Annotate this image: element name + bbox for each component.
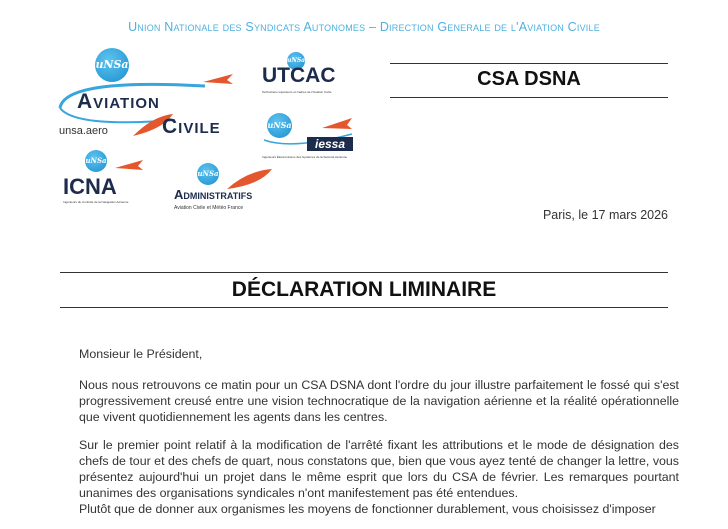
salutation: Monsieur le Président, <box>79 347 203 361</box>
unsa-badge: uNSa <box>197 163 219 185</box>
icna-name: ICNA <box>63 174 117 199</box>
iessa-name: iessa <box>307 137 353 151</box>
administratifs-tagline: Aviation Civile et Météo France <box>174 205 244 211</box>
administratifs-logo <box>172 163 292 213</box>
meeting-name: CSA DSNA <box>477 68 581 90</box>
unsa-aero-text: unsa.aero <box>59 125 108 137</box>
civile-text: Civile <box>162 115 221 138</box>
unsa-badge: uNSa <box>85 150 107 172</box>
utcac-tagline: Techniciens supérieurs et Cadres de l'Aviation Civile <box>262 90 332 94</box>
utcac-logo <box>262 52 362 102</box>
organization-header: Union Nationale des Syndicats Autonomes – Direction Generale de l'Aviation Civile <box>128 20 600 34</box>
unsa-badge: uNSa <box>95 48 129 82</box>
aviation-text: Aviation <box>77 90 160 113</box>
letter-body <box>79 377 679 529</box>
iessa-logo <box>262 110 367 165</box>
utcac-text <box>262 64 336 88</box>
paragraph: Sur le premier point relatif à la modification de l'arrêté fixant les attributions et le mode de désignation des chefs de tour et des chefs de quart, nous constatons que, bien que vous ayez tenté de changer la lettre, vous présentez aujourd'hui un projet dans le même esprit que lors du CSA de février. Les remarques pourtant unanimes des organisations syndicales n'ont manifestement pas été entendues. <box>79 438 679 500</box>
utcac-name: UTCAC <box>262 64 336 87</box>
icna-tagline: Ingénieurs du Contrôle de la Navigation Aérienne <box>63 200 129 204</box>
administratifs-name: Administratifs <box>174 187 253 202</box>
divider <box>60 307 668 308</box>
aviation-civile-logo <box>55 48 245 143</box>
icna-logo <box>55 150 155 210</box>
divider <box>60 272 668 273</box>
paragraph: Plutôt que de donner aux organismes les moyens de fonctionner durablement, vous choisissez d'imposer <box>79 502 656 516</box>
document-title: DÉCLARATION LIMINAIRE <box>231 278 497 301</box>
divider <box>390 97 668 98</box>
unsa-badge: uNSa <box>287 52 305 70</box>
iessa-tagline: Ingénieurs Électroniciens des Systèmes de la Sécurité Aérienne <box>262 155 348 159</box>
unsa-badge: uNSa <box>267 113 292 138</box>
date-line: Paris, le 17 mars 2026 <box>542 208 668 222</box>
paragraph: Nous nous retrouvons ce matin pour un CSA DSNA dont l'ordre du jour illustre parfaitement le fossé qui s'est progressivement creusé entre une vision technocratique de la navigation aérienne et la réalité opérationnelle que vivent quotidiennement les agents dans les centres. <box>79 378 679 424</box>
divider <box>390 63 668 64</box>
